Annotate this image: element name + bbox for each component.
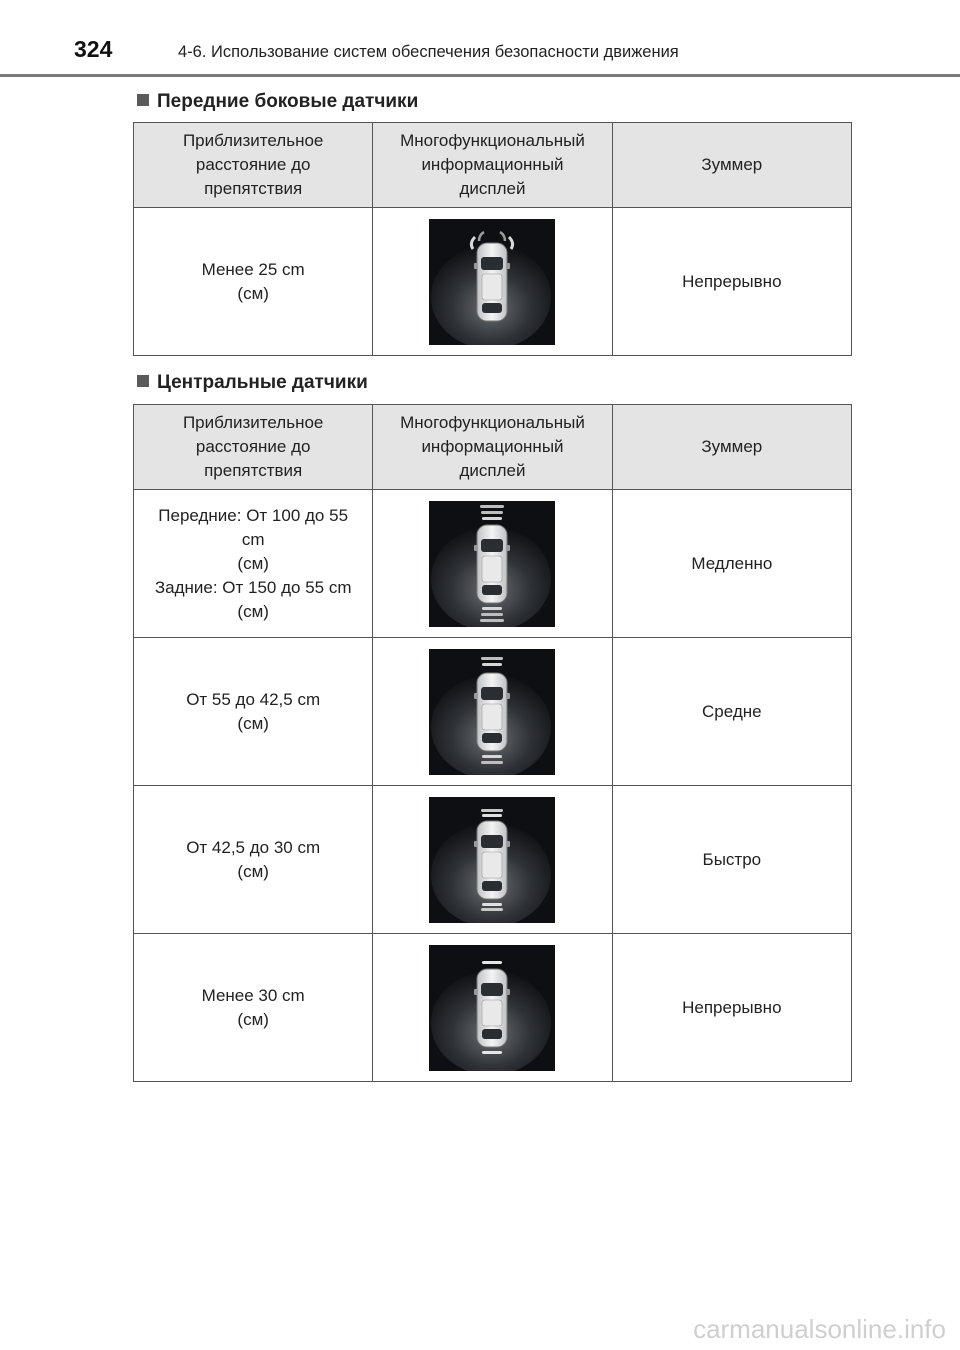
center-sensor-display-level-1-icon — [429, 501, 555, 627]
distance-cell: От 42,5 до 30 cm (см) — [134, 786, 373, 934]
page-number: 324 — [74, 36, 113, 62]
center-sensor-display-level-3-icon — [429, 797, 555, 923]
center-sensor-display-level-2-icon — [429, 649, 555, 775]
header-distance: Приблизительное расстояние до препятствия — [134, 123, 373, 208]
section-title-front-side: Передние боковые датчики — [137, 91, 418, 113]
display-cell — [373, 638, 612, 786]
table-row — [134, 638, 852, 786]
buzzer-cell: Быстро — [612, 786, 851, 934]
square-bullet-icon — [137, 375, 149, 387]
display-cell — [373, 208, 612, 356]
header-distance: Приблизительное расстояние до препятствия — [134, 405, 373, 490]
square-bullet-icon — [137, 94, 149, 106]
buzzer-cell: Непрерывно — [612, 934, 851, 1082]
distance-cell: Менее 25 cm (см) — [134, 208, 373, 356]
table-row — [134, 490, 852, 638]
header-display: Многофункциональный информационный дисплей — [373, 123, 612, 208]
distance-cell: От 55 до 42,5 cm (см) — [134, 638, 373, 786]
distance-cell: Передние: От 100 до 55 cm (см) Задние: От 150 до 55 cm (см) — [134, 490, 373, 638]
header-display: Многофункциональный информационный дисплей — [373, 405, 612, 490]
table-header-row — [134, 123, 852, 208]
header-buzzer: Зуммер — [612, 405, 851, 490]
center-sensor-display-level-4-icon — [429, 945, 555, 1071]
page-header — [0, 0, 960, 78]
distance-cell: Менее 30 cm (см) — [134, 934, 373, 1082]
section-title-center: Центральные датчики — [137, 372, 368, 394]
front-side-sensors-table — [133, 122, 852, 356]
display-cell — [373, 934, 612, 1082]
display-cell — [373, 490, 612, 638]
header-buzzer: Зуммер — [612, 123, 851, 208]
table-row — [134, 786, 852, 934]
front-side-sensor-display-icon — [429, 219, 555, 345]
display-cell — [373, 786, 612, 934]
buzzer-cell: Средне — [612, 638, 851, 786]
table-row — [134, 208, 852, 356]
buzzer-cell: Непрерывно — [612, 208, 851, 356]
center-sensors-table — [133, 404, 852, 1082]
buzzer-cell: Медленно — [612, 490, 851, 638]
table-header-row — [134, 405, 852, 490]
watermark: carmanualsonline.info — [693, 1314, 946, 1344]
chapter-title: 4-6. Использование систем обеспечения безопасности движения — [178, 43, 679, 61]
header-divider — [0, 74, 960, 77]
table-row — [134, 934, 852, 1082]
